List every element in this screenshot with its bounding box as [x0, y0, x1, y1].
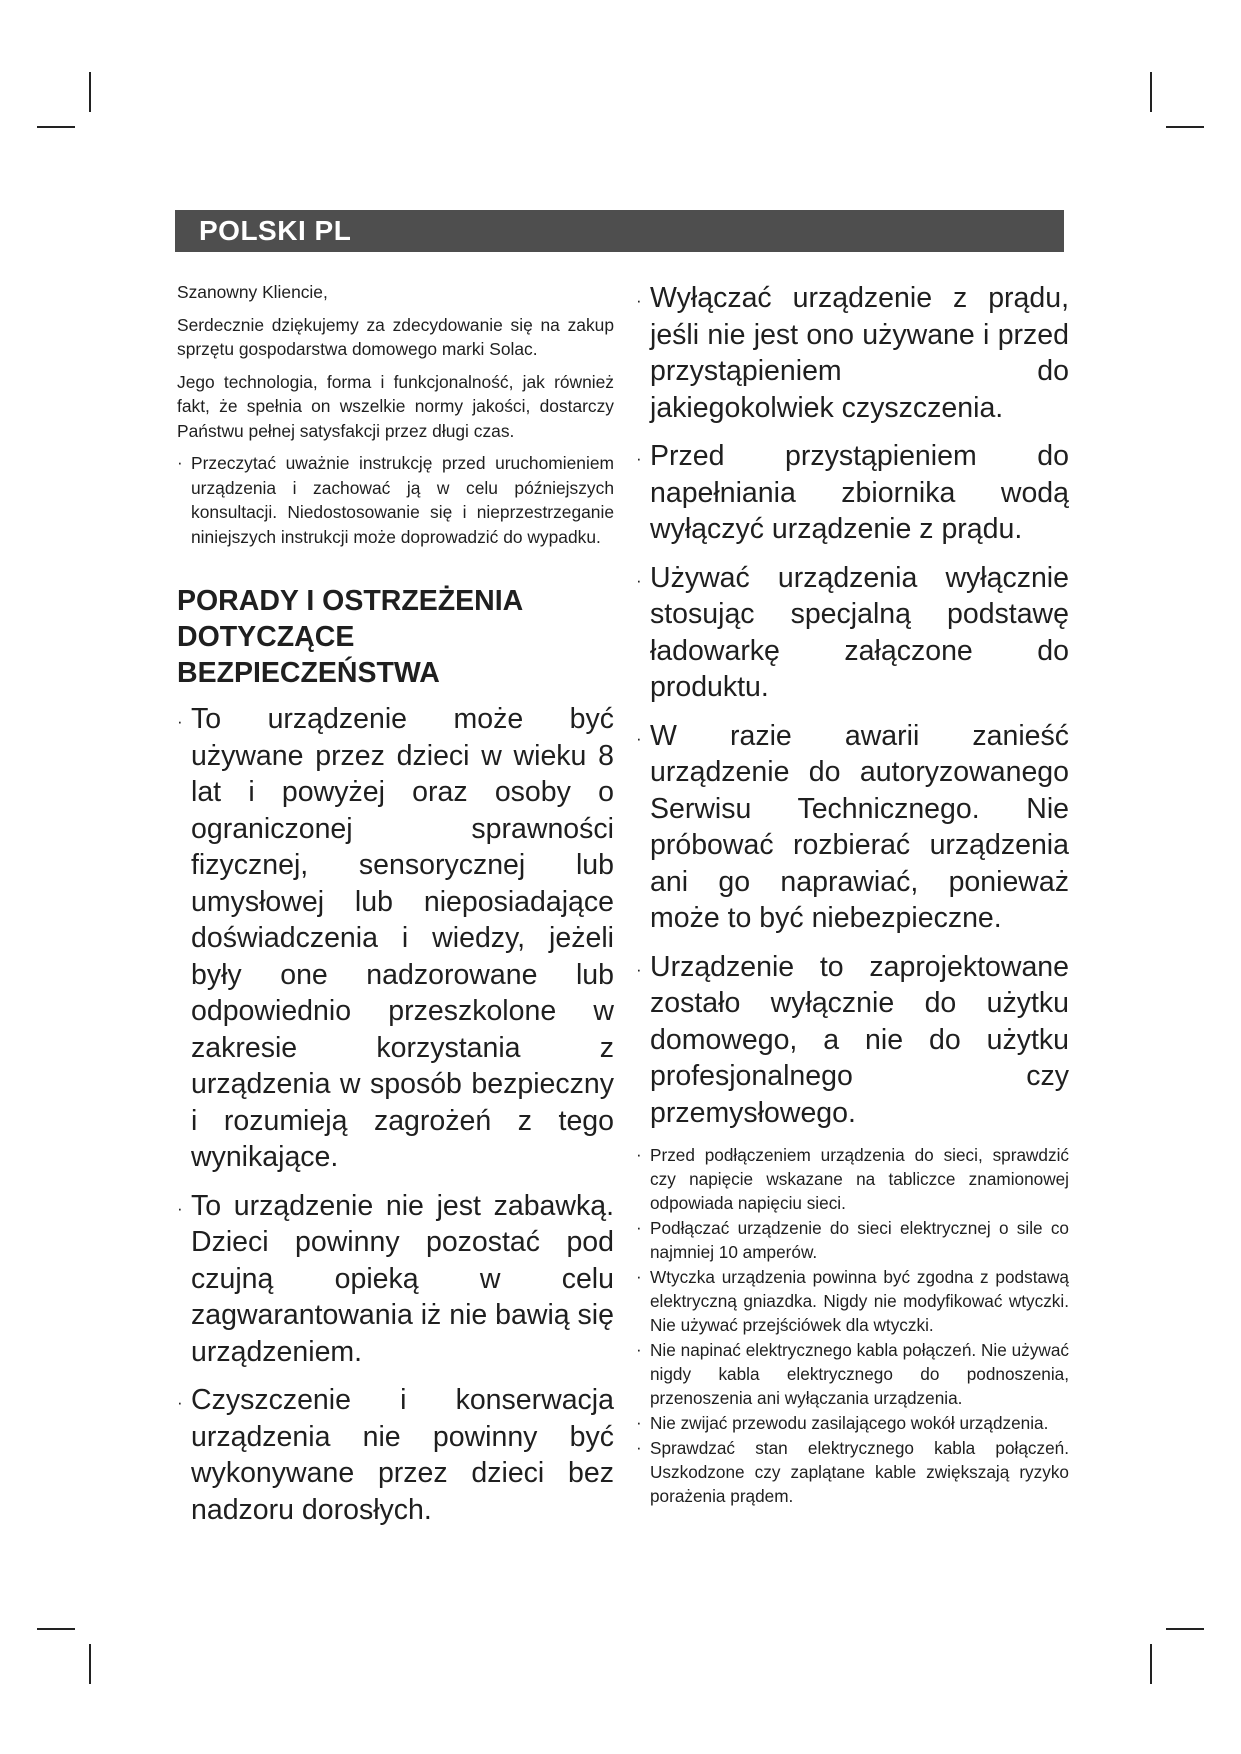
electrical-bullet: [636, 1411, 1069, 1435]
electrical-bullet-text: Nie zwijać przewodu zasilającego wokół urządzenia.: [650, 1413, 1049, 1433]
safety-bullet: [636, 280, 1069, 426]
crop-mark: [1166, 126, 1204, 128]
intro-bullet-text: Przeczytać uważnie instrukcję przed uruchomieniem urządzenia i zachować ją w celu późniejszych konsultacji. Niedostosowanie się i nieprzestrzeganie niniejszych instrukcji może doprowadzić do wypadku.: [191, 453, 614, 547]
safety-bullet-text: Używać urządzenia wyłącznie stosując specjalną podstawę ładowarkę załączone do produktu.: [650, 561, 1069, 703]
bullet-dot: ·: [636, 1340, 642, 1359]
electrical-bullet-text: Sprawdzać stan elektrycznego kabla połączeń. Uszkodzone czy zaplątane kable zwiększają ryzyko porażenia prądem.: [650, 1438, 1069, 1506]
bullet-dot: ·: [636, 291, 642, 310]
crop-mark: [1166, 1628, 1204, 1630]
bullet-dot: ·: [636, 1218, 642, 1237]
bullet-dot: ·: [636, 728, 642, 748]
left-column: [177, 280, 614, 1540]
safety-bullet-text: W razie awarii zanieść urządzenie do autoryzowanego Serwisu Technicznego. Nie próbować rozbierać urządzenia ani go naprawiać, ponieważ może to być niebezpieczne.: [650, 719, 1069, 934]
bullet-dot: ·: [636, 1438, 642, 1457]
greeting: Szanowny Kliencie,: [177, 282, 328, 302]
bullet-dot: ·: [636, 449, 642, 468]
crop-mark: [89, 1644, 91, 1684]
safety-bullet-text: Urządzenie to zaprojektowane zostało wyłącznie do użytku domowego, a nie do użytku profesjonalnego czy przemysłowego.: [650, 950, 1069, 1129]
electrical-bullet: [636, 1216, 1069, 1264]
safety-bullet: [636, 560, 1069, 706]
electrical-bullet-text: Nie napinać elektrycznego kabla połączeń. Nie używać nigdy kabla elektrycznego do podnoszenia, przenoszenia ani wyłączania urządzenia.: [650, 1340, 1069, 1408]
crop-mark: [89, 72, 91, 112]
safety-bullet-text: To urządzenie nie jest zabawką. Dzieci powinny pozostać pod czujną opieką w celu zagwarantowania iż nie bawią się urządzeniem.: [191, 1189, 614, 1368]
bullet-dot: ·: [177, 453, 183, 472]
electrical-safety-list: [636, 1143, 1069, 1508]
bullet-dot: ·: [177, 1198, 183, 1218]
safety-bullet: [636, 949, 1069, 1132]
bullet-dot: ·: [636, 1267, 642, 1286]
electrical-bullet-text: Przed podłączeniem urządzenia do sieci, sprawdzić czy napięcie wskazane na tabliczce znamionowej odpowiada napięciu sieci.: [650, 1145, 1069, 1213]
electrical-bullet: [636, 1265, 1069, 1337]
bullet-dot: ·: [636, 570, 642, 590]
bullet-dot: ·: [636, 1145, 642, 1164]
right-column: [636, 280, 1069, 1509]
safety-bullet: [177, 1188, 614, 1371]
bullet-dot: ·: [636, 959, 642, 979]
crop-mark: [37, 1628, 75, 1630]
electrical-bullet-text: Wtyczka urządzenia powinna być zgodna z podstawą elektryczną gniazdka. Nigdy nie modyfikować wtyczki. Nie używać przejściówek dla wtyczki.: [650, 1267, 1069, 1335]
bullet-dot: ·: [177, 712, 183, 731]
intro-paragraph-2: Jego technologia, forma i funkcjonalność, jak również fakt, że spełnia on wszelkie normy jakości, dostarczy Państwu pełnej satysfakcji przez długi czas.: [177, 371, 614, 441]
electrical-bullet: [636, 1338, 1069, 1410]
crop-mark: [37, 126, 75, 128]
safety-bullet-text: Przed przystąpieniem do napełniania zbiornika wodą wyłączyć urządzenie z prądu.: [650, 440, 1069, 545]
crop-mark: [1150, 72, 1152, 112]
bullet-dot: ·: [177, 1393, 183, 1412]
electrical-bullet: [636, 1436, 1069, 1508]
intro-bullet: [177, 451, 614, 549]
crop-mark: [1150, 1644, 1152, 1684]
electrical-bullet-text: Podłączać urządzenie do sieci elektrycznej o sile co najmniej 10 amperów.: [650, 1218, 1069, 1262]
safety-bullet: [177, 701, 614, 1176]
safety-bullet-text: To urządzenie może być używane przez dzieci w wieku 8 lat i powyżej oraz osoby o ograniczonej sprawności fizycznej, sensorycznej lub umysłowej lub nieposiadające doświadczenia i wiedzy, jeżeli były one nadzorowane lub odpowiednio przeszkolone w zakresie korzystania z urządzenia w sposób bezpieczny i rozumieją zagrożeń z tego wynikające.: [191, 703, 614, 1173]
language-header-bar: [175, 210, 1064, 252]
safety-bullet: [636, 718, 1069, 937]
safety-bullet-text: Wyłączać urządzenie z prądu, jeśli nie jest ono używane i przed przystąpieniem do jakiegokolwiek czyszczenia.: [650, 282, 1069, 424]
safety-bullet-text: Czyszczenie i konserwacja urządzenia nie powinny być wykonywane przez dzieci bez nadzoru dorosłych.: [191, 1384, 614, 1526]
safety-bullet: [177, 1382, 614, 1528]
language-title: POLSKI PL: [199, 215, 352, 246]
electrical-bullet: [636, 1143, 1069, 1215]
safety-bullet: [636, 438, 1069, 548]
bullet-dot: ·: [636, 1413, 642, 1432]
intro-paragraph-1: Serdecznie dziękujemy za zdecydowanie się na zakup sprzętu gospodarstwa domowego marki Solac.: [177, 314, 614, 359]
safety-heading: PORADY I OSTRZEŻENIA DOTYCZĄCE BEZPIECZEŃSTWA: [177, 585, 523, 689]
